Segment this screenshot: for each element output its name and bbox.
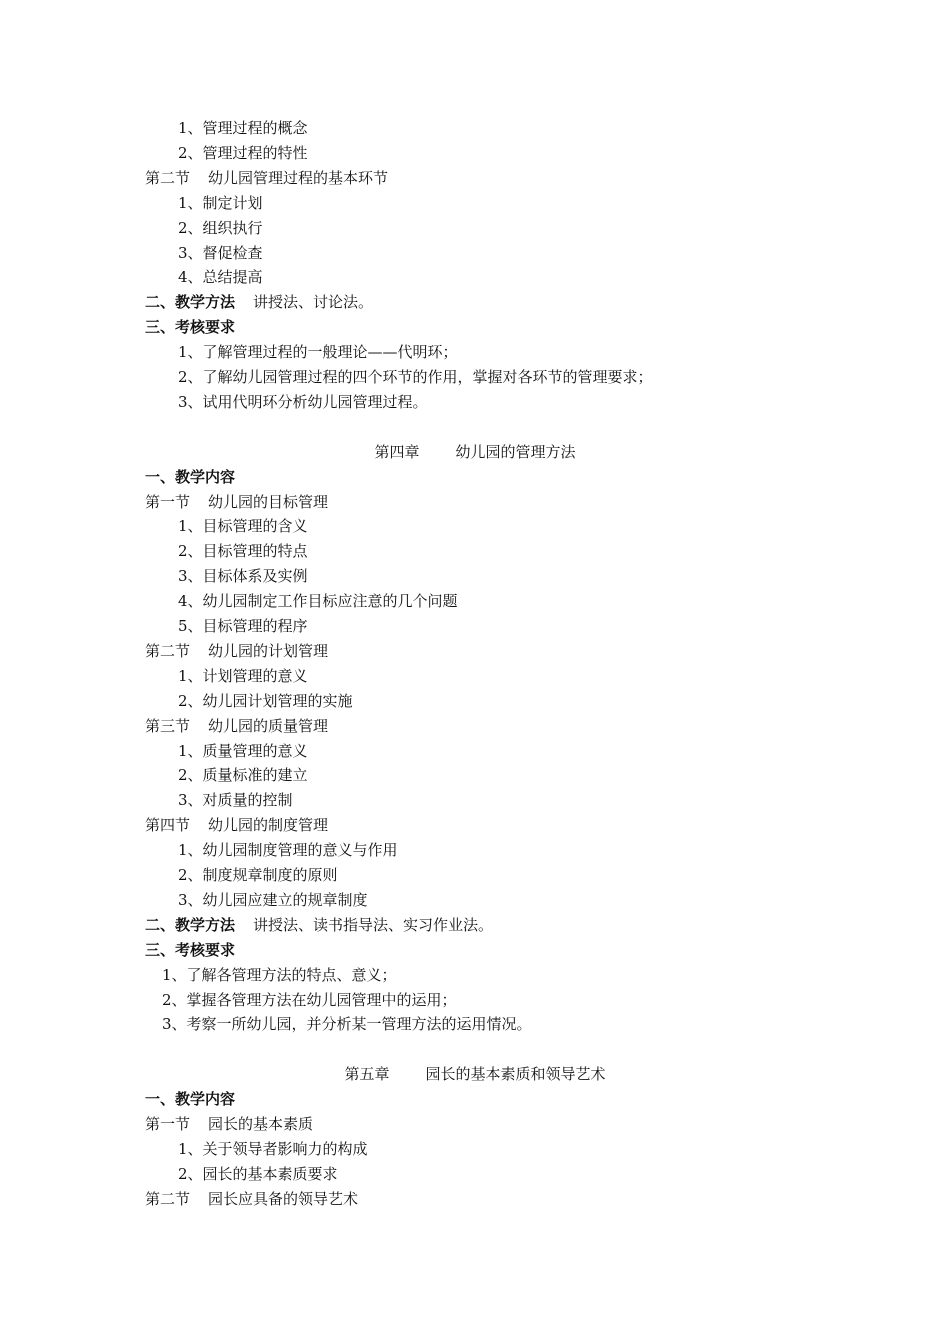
part-label: 二、教学方法	[145, 916, 236, 934]
list-item: 1、管理过程的概念	[178, 119, 308, 137]
list-item: 1、幼儿园制度管理的意义与作用	[178, 841, 398, 859]
chapter-number: 第四章	[374, 443, 420, 461]
list-item: 2、组织执行	[178, 219, 263, 237]
section-number: 第二节	[145, 1190, 191, 1208]
list-item: 1、了解各管理方法的特点、意义；	[162, 966, 397, 984]
list-item: 3、对质量的控制	[178, 791, 293, 809]
section-title: 园长应具备的领导艺术	[208, 1190, 359, 1208]
list-item: 3、督促检查	[178, 244, 263, 262]
list-item: 2、园长的基本素质要求	[178, 1165, 338, 1183]
section-number: 第二节	[145, 169, 191, 187]
list-item: 4、幼儿园制定工作目标应注意的几个问题	[178, 592, 458, 610]
list-item: 2、质量标准的建立	[178, 766, 308, 784]
part-label: 三、考核要求	[145, 318, 236, 336]
section-number: 第四节	[145, 816, 191, 834]
list-item: 2、掌握各管理方法在幼儿园管理中的运用；	[162, 991, 457, 1009]
section-title: 幼儿园的目标管理	[208, 493, 329, 511]
section-heading	[145, 1187, 358, 1211]
chapter-number: 第五章	[344, 1065, 390, 1083]
section-number: 第二节	[145, 642, 191, 660]
part-heading	[145, 315, 235, 339]
list-item: 2、目标管理的特点	[178, 542, 308, 560]
list-item: 3、考察一所幼儿园，并分析某一管理方法的运用情况。	[162, 1015, 532, 1033]
list-item: 3、试用代明环分析幼儿园管理过程。	[178, 393, 428, 411]
part-label: 一、教学内容	[145, 468, 236, 486]
section-number: 第一节	[145, 1115, 191, 1133]
list-item: 2、幼儿园计划管理的实施	[178, 692, 353, 710]
list-item: 1、目标管理的含义	[178, 517, 308, 535]
part-heading	[145, 290, 373, 314]
part-text: 讲授法、讨论法。	[253, 293, 374, 311]
list-item: 3、幼儿园应建立的规章制度	[178, 891, 368, 909]
list-item: 1、了解管理过程的一般理论——代明环；	[178, 343, 458, 361]
list-item: 5、目标管理的程序	[178, 617, 308, 635]
list-item: 4、总结提高	[178, 268, 263, 286]
section-heading	[145, 813, 328, 837]
list-item: 2、了解幼儿园管理过程的四个环节的作用，掌握对各环节的管理要求；	[178, 368, 653, 386]
list-item: 1、质量管理的意义	[178, 742, 308, 760]
part-heading	[145, 938, 235, 962]
list-item: 1、制定计划	[178, 194, 263, 212]
part-label: 三、考核要求	[145, 941, 236, 959]
part-label: 一、教学内容	[145, 1090, 236, 1108]
section-title: 园长的基本素质	[208, 1115, 314, 1133]
part-text: 讲授法、读书指导法、实习作业法。	[253, 916, 494, 934]
list-item: 2、制度规章制度的原则	[178, 866, 338, 884]
chapter-heading	[0, 440, 950, 464]
list-item: 3、目标体系及实例	[178, 567, 308, 585]
chapter-title: 幼儿园的管理方法	[455, 443, 576, 461]
list-item: 1、计划管理的意义	[178, 667, 308, 685]
part-heading	[145, 465, 235, 489]
section-heading	[145, 490, 328, 514]
part-heading	[145, 1087, 235, 1111]
part-label: 二、教学方法	[145, 293, 236, 311]
section-title: 幼儿园的质量管理	[208, 717, 329, 735]
section-number: 第一节	[145, 493, 191, 511]
section-heading	[145, 714, 328, 738]
section-heading	[145, 166, 388, 190]
section-title: 幼儿园的计划管理	[208, 642, 329, 660]
section-number: 第三节	[145, 717, 191, 735]
chapter-title: 园长的基本素质和领导艺术	[425, 1065, 606, 1083]
list-item: 1、关于领导者影响力的构成	[178, 1140, 368, 1158]
section-heading	[145, 639, 328, 663]
list-item: 2、管理过程的特性	[178, 144, 308, 162]
section-title: 幼儿园的制度管理	[208, 816, 329, 834]
chapter-heading	[0, 1062, 950, 1086]
part-heading	[145, 913, 493, 937]
section-title: 幼儿园管理过程的基本环节	[208, 169, 389, 187]
section-heading	[145, 1112, 313, 1136]
